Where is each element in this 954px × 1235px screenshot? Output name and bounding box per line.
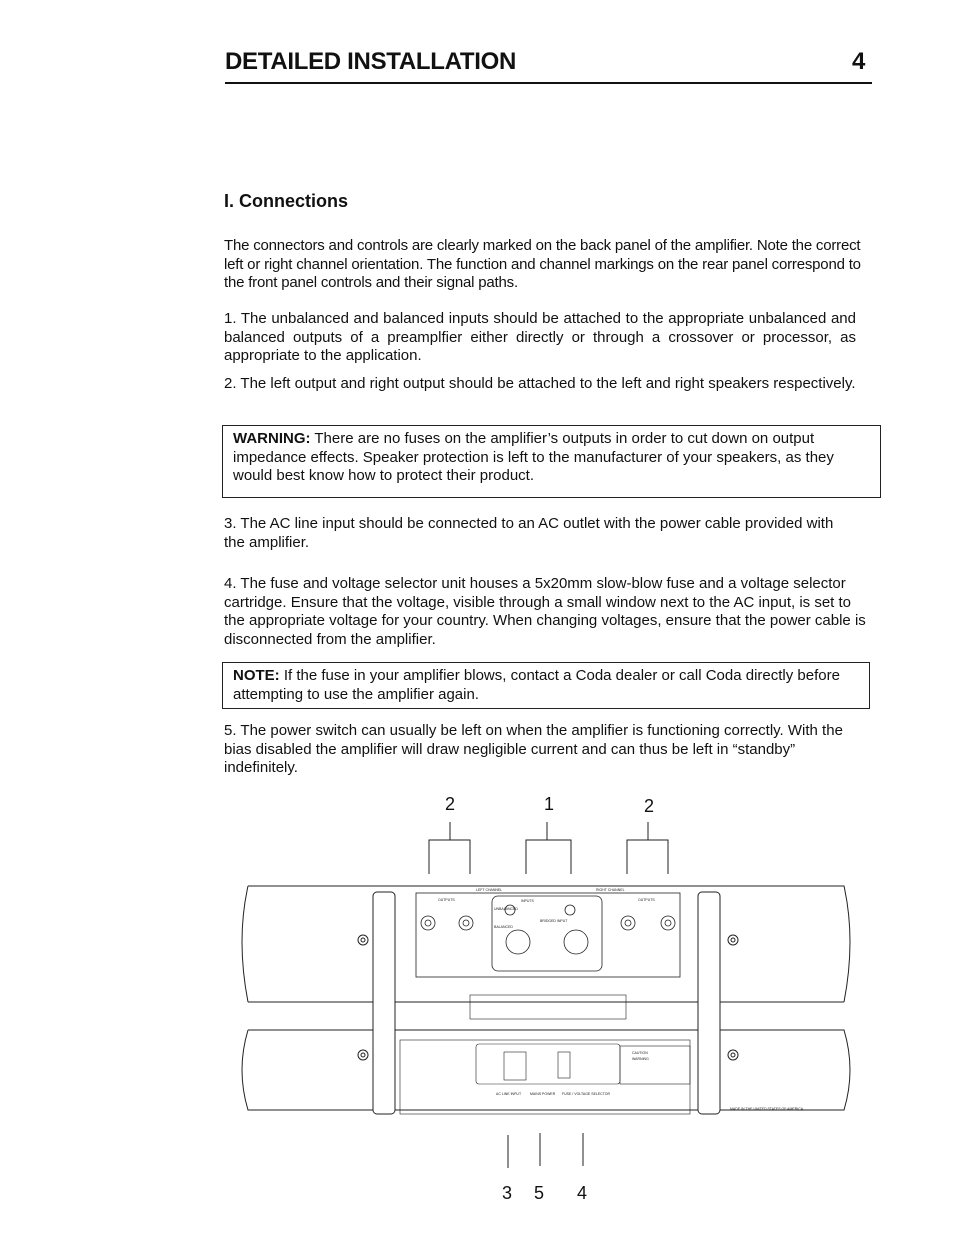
callout-brackets-top bbox=[429, 822, 668, 874]
label-inputs: INPUTS bbox=[521, 899, 534, 903]
paragraph-power-switch: 5. The power switch can usually be left on when the amplifier is functioning correctly. With the bias disabled the amplifier will draw negligible current and can thus be left in “standby” indefinitely. bbox=[224, 722, 843, 777]
connector-panel bbox=[416, 893, 680, 977]
handles bbox=[373, 892, 720, 1114]
callout-lines-bottom bbox=[508, 1133, 583, 1168]
label-made-in: MADE IN THE UNITED STATES OF AMERICA bbox=[730, 1107, 804, 1111]
callout-2-right: 2 bbox=[644, 796, 655, 816]
label-ac-line-input: AC LINE INPUT bbox=[496, 1092, 522, 1096]
label-left-channel: LEFT CHANNEL bbox=[476, 888, 503, 892]
warning-text: There are no fuses on the amplifier’s outputs in order to cut down on output impedance effects. Speaker protection is left to the manufacturer of your speakers, as they would best know how to protect their product. bbox=[233, 430, 834, 485]
callout-2-left: 2 bbox=[445, 794, 456, 814]
label-outputs-right: OUTPUTS bbox=[638, 898, 655, 902]
header-rule bbox=[225, 82, 872, 84]
label-caution: CAUTION bbox=[632, 1051, 648, 1055]
note-label: NOTE: bbox=[233, 667, 280, 684]
mounting-screws bbox=[358, 935, 738, 1060]
label-outputs-left: OUTPUTS bbox=[438, 898, 455, 902]
warning-box bbox=[222, 425, 881, 498]
page-header-title: DETAILED INSTALLATION bbox=[225, 48, 517, 75]
paragraph-ac-line: 3. The AC line input should be connected to an AC outlet with the power cable provided with the amplifier. bbox=[224, 515, 834, 551]
callout-3: 3 bbox=[502, 1183, 513, 1203]
callout-4: 4 bbox=[577, 1183, 588, 1203]
rear-panel-diagram bbox=[240, 790, 854, 1210]
paragraph-outputs: 2. The left output and right output should be attached to the left and right speakers respectively. bbox=[224, 375, 856, 392]
paragraph-fuse: 4. The fuse and voltage selector unit houses a 5x20mm slow-blow fuse and a voltage selector cartridge. Ensure that the voltage, visible through a small window next to the AC input, is set to the appropriate voltage for your country. When changing voltages, ensure that the power cable is disconnected from the amplifier. bbox=[224, 575, 866, 648]
callout-1: 1 bbox=[544, 794, 555, 814]
callout-5: 5 bbox=[534, 1183, 545, 1203]
note-text: If the fuse in your amplifier blows, contact a Coda dealer or call Coda directly before attempting to use the amplifier again. bbox=[233, 667, 840, 703]
label-warning: WARNING bbox=[632, 1057, 649, 1061]
section-title: I. Connections bbox=[224, 191, 349, 211]
label-right-channel: RIGHT CHANNEL bbox=[596, 888, 625, 892]
page-number: 4 bbox=[852, 48, 866, 75]
label-unbalanced: UNBALANCED bbox=[494, 907, 518, 911]
label-balanced: BALANCED bbox=[494, 925, 513, 929]
label-mains-power: MAINS POWER bbox=[530, 1092, 556, 1096]
label-bridged-input: BRIDGED INPUT bbox=[540, 919, 568, 923]
label-fuse-selector: FUSE / VOLTAGE SELECTOR bbox=[562, 1092, 611, 1096]
note-box bbox=[222, 662, 870, 709]
intro-paragraph: The connectors and controls are clearly marked on the back panel of the amplifier. Note the correct left or right channel orientation. The function and channel markings on the rear panel correspond to the front panel controls and their signal paths. bbox=[224, 237, 861, 292]
warning-label: WARNING: bbox=[233, 430, 311, 447]
paragraph-inputs: 1. The unbalanced and balanced inputs should be attached to the appropriate unbalanced and balanced outputs of a preamplfier either directly or through a crossover or processor, as appropriate to the application. bbox=[224, 310, 856, 365]
